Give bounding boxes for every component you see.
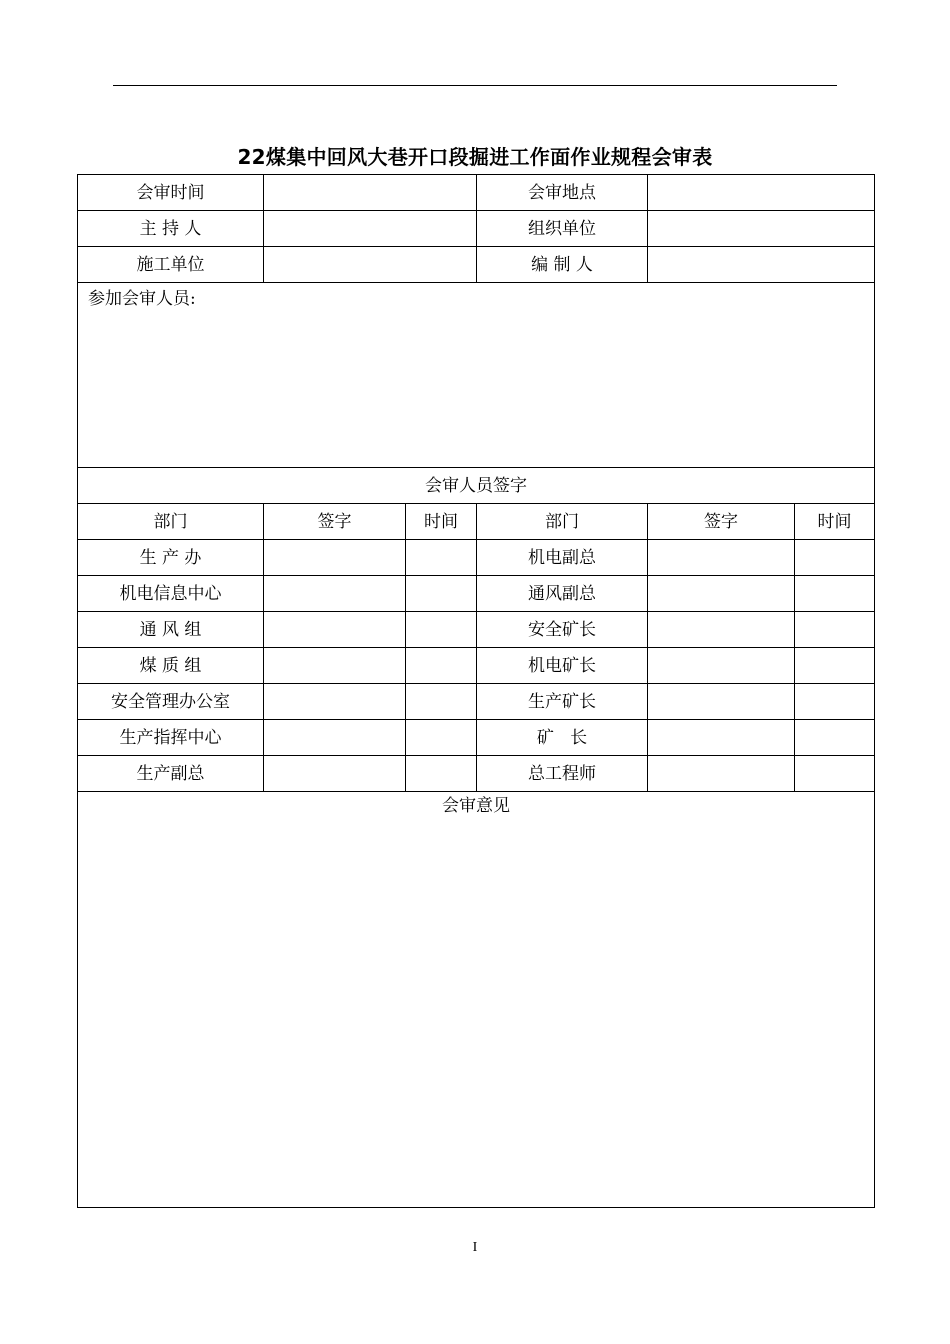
time-cell[interactable] (406, 540, 477, 576)
participants-area[interactable] (78, 283, 875, 468)
review-place-label: 会审地点 (477, 175, 648, 211)
time-cell[interactable] (406, 612, 477, 648)
signature-row (78, 756, 875, 792)
department-right: 总工程师 (477, 756, 648, 792)
department-right: 机电副总 (477, 540, 648, 576)
org-unit-label: 组织单位 (477, 211, 648, 247)
time-cell[interactable] (406, 756, 477, 792)
signature-row (78, 576, 875, 612)
department-left: 通 风 组 (78, 612, 264, 648)
time-cell[interactable] (795, 648, 875, 684)
info-row-time-place (78, 175, 875, 211)
department-right: 安全矿长 (477, 612, 648, 648)
signature-row (78, 648, 875, 684)
time-cell[interactable] (406, 720, 477, 756)
signature-row (78, 540, 875, 576)
department-left: 煤 质 组 (78, 648, 264, 684)
signature-cell[interactable] (648, 756, 795, 792)
department-right: 生产矿长 (477, 684, 648, 720)
signature-row (78, 720, 875, 756)
department-right: 矿 长 (477, 720, 648, 756)
signature-row (78, 612, 875, 648)
participants-row (78, 283, 875, 468)
document-title: 22煤集中回风大巷开口段掘进工作面作业规程会审表 (237, 145, 713, 169)
column-header-time-right: 时间 (795, 504, 875, 540)
signature-row (78, 684, 875, 720)
department-left: 生产指挥中心 (78, 720, 264, 756)
department-left: 机电信息中心 (78, 576, 264, 612)
time-cell[interactable] (795, 684, 875, 720)
review-time-field[interactable] (264, 175, 477, 211)
opinions-area[interactable] (78, 792, 875, 1208)
time-cell[interactable] (795, 720, 875, 756)
department-right: 通风副总 (477, 576, 648, 612)
time-cell[interactable] (406, 684, 477, 720)
review-time-label: 会审时间 (78, 175, 264, 211)
time-cell[interactable] (795, 576, 875, 612)
time-cell[interactable] (406, 648, 477, 684)
signature-cell[interactable] (648, 720, 795, 756)
signature-cell[interactable] (648, 648, 795, 684)
signature-cell[interactable] (648, 576, 795, 612)
review-place-field[interactable] (648, 175, 875, 211)
header-rule (113, 85, 837, 86)
compiler-label: 编 制 人 (477, 247, 648, 283)
signature-cell[interactable] (264, 612, 406, 648)
department-left: 生产副总 (78, 756, 264, 792)
signature-heading-row (78, 468, 875, 504)
opinions-label: 会审意见 (442, 796, 510, 816)
info-row-construction-compiler (78, 247, 875, 283)
compiler-field[interactable] (648, 247, 875, 283)
signature-cell[interactable] (648, 612, 795, 648)
department-right: 机电矿长 (477, 648, 648, 684)
page-number: I (472, 1240, 478, 1255)
host-field[interactable] (264, 211, 477, 247)
signature-columns-row (78, 504, 875, 540)
host-label: 主 持 人 (78, 211, 264, 247)
signature-cell[interactable] (648, 684, 795, 720)
signature-cell[interactable] (264, 648, 406, 684)
signature-cell[interactable] (264, 540, 406, 576)
time-cell[interactable] (795, 612, 875, 648)
signature-cell[interactable] (648, 540, 795, 576)
org-unit-field[interactable] (648, 211, 875, 247)
column-header-signature-left: 签字 (264, 504, 406, 540)
participants-label: 参加会审人员: (88, 289, 196, 309)
column-header-dept-right: 部门 (477, 504, 648, 540)
time-cell[interactable] (795, 756, 875, 792)
signature-cell[interactable] (264, 720, 406, 756)
construction-unit-field[interactable] (264, 247, 477, 283)
department-left: 生 产 办 (78, 540, 264, 576)
time-cell[interactable] (406, 576, 477, 612)
department-left: 安全管理办公室 (78, 684, 264, 720)
signature-cell[interactable] (264, 756, 406, 792)
review-form-table (77, 174, 875, 1208)
construction-unit-label: 施工单位 (78, 247, 264, 283)
time-cell[interactable] (795, 540, 875, 576)
column-header-dept-left: 部门 (78, 504, 264, 540)
signature-cell[interactable] (264, 576, 406, 612)
column-header-time-left: 时间 (406, 504, 477, 540)
signature-section-heading: 会审人员签字 (78, 468, 875, 504)
info-row-host-org (78, 211, 875, 247)
column-header-signature-right: 签字 (648, 504, 795, 540)
signature-cell[interactable] (264, 684, 406, 720)
opinions-row (78, 792, 875, 1208)
